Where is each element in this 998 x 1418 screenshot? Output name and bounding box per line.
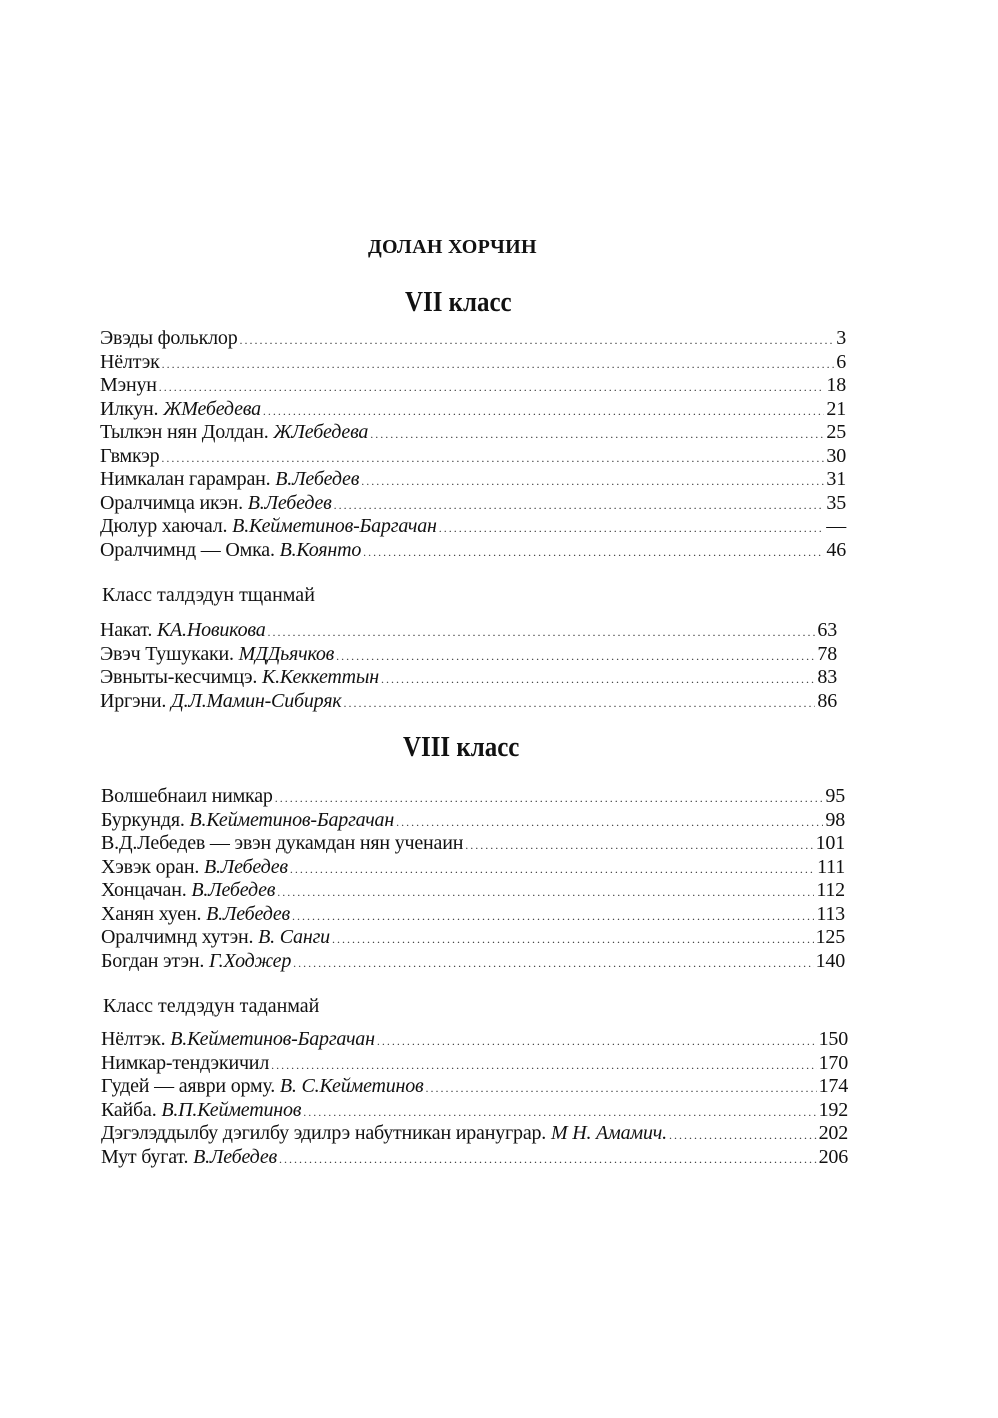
dot-leader bbox=[465, 834, 813, 858]
entry-page-number: 3 bbox=[836, 327, 846, 349]
entry-work-title: Иргэни. bbox=[100, 689, 167, 712]
entry-title bbox=[101, 926, 330, 950]
entry-work-title: Эвныты-кесчимцэ. bbox=[100, 666, 258, 688]
dot-leader bbox=[377, 1030, 817, 1054]
entry-page-number: 46 bbox=[826, 538, 846, 561]
entry-work-title: Нёлтэк bbox=[100, 350, 160, 373]
toc-entry bbox=[100, 398, 846, 422]
dot-leader bbox=[363, 541, 824, 565]
toc-entry bbox=[100, 690, 837, 714]
entry-author: ЖЛебедева bbox=[273, 421, 369, 443]
toc-entry bbox=[101, 832, 845, 856]
toc-entry bbox=[100, 445, 846, 469]
entry-author: В.П.Кейметинов bbox=[161, 1098, 302, 1121]
entry-author: Г.Ходжер bbox=[208, 949, 292, 972]
entry-author: В.Лебедев bbox=[206, 902, 291, 925]
dot-leader bbox=[396, 811, 823, 835]
entry-title bbox=[101, 1052, 269, 1076]
toc-entry bbox=[101, 856, 845, 880]
grade-7-contents bbox=[100, 327, 846, 562]
entry-title bbox=[101, 903, 290, 927]
entry-work-title: Оралчимнд хутэн. bbox=[101, 926, 254, 948]
dot-leader bbox=[268, 621, 816, 645]
entry-work-title: Дюлур хаючал. bbox=[100, 515, 228, 537]
entry-title bbox=[100, 398, 261, 422]
toc-entry bbox=[100, 421, 846, 445]
entry-page-number: 95 bbox=[825, 785, 845, 807]
entry-title bbox=[101, 856, 288, 880]
entry-page-number: 113 bbox=[816, 902, 845, 925]
dot-leader bbox=[426, 1077, 817, 1101]
entry-page-number: 35 bbox=[826, 491, 846, 514]
entry-work-title: Эвэды фольклор bbox=[100, 327, 238, 349]
entry-work-title: Эвэч Тушукаки. bbox=[100, 642, 234, 665]
dot-leader bbox=[277, 881, 814, 905]
entry-author: В.Лебедев bbox=[193, 1145, 277, 1168]
entry-page-number: 140 bbox=[815, 949, 845, 972]
entry-author: В.Лебедев bbox=[191, 879, 276, 901]
entry-page-number: 25 bbox=[826, 421, 846, 443]
entry-work-title: В.Д.Лебедев — эвэн дукамдан нян ученаин bbox=[101, 832, 464, 854]
toc-entry bbox=[101, 1075, 848, 1099]
toc-entry bbox=[101, 785, 845, 809]
toc-entry bbox=[101, 1028, 848, 1052]
toc-entry bbox=[100, 539, 846, 563]
grade-8-contents bbox=[101, 785, 845, 973]
toc-entry bbox=[100, 327, 846, 351]
dot-leader bbox=[271, 1054, 816, 1078]
entry-page-number: 83 bbox=[817, 666, 837, 688]
entry-page-number: 86 bbox=[817, 689, 837, 712]
entry-work-title: Илкун. bbox=[100, 397, 159, 420]
entry-author: В.Кейметинов-Баргачан bbox=[170, 1028, 375, 1050]
entry-work-title: Дэгэлэддылбу дэгилбу эдилрэ набутникан ирануграр. bbox=[101, 1122, 547, 1144]
entry-title bbox=[101, 832, 463, 856]
dot-leader bbox=[336, 645, 815, 669]
entry-title bbox=[100, 643, 334, 667]
dot-leader bbox=[343, 692, 815, 716]
entry-title bbox=[101, 785, 273, 809]
entry-work-title: Оралчимца икэн. bbox=[100, 491, 243, 514]
entry-work-title: Кайба. bbox=[101, 1098, 157, 1121]
entry-author: МДДьячков bbox=[238, 642, 335, 665]
entry-page-number: 206 bbox=[818, 1145, 848, 1168]
dot-leader bbox=[279, 1148, 817, 1172]
entry-page-number: 202 bbox=[818, 1122, 848, 1144]
entry-title bbox=[101, 1099, 301, 1123]
entry-page-number: 111 bbox=[817, 855, 845, 878]
dot-leader bbox=[669, 1124, 817, 1148]
entry-page-number: 192 bbox=[818, 1098, 848, 1121]
entry-work-title: Оралчимнд — Омка. bbox=[100, 538, 275, 561]
toc-entry bbox=[101, 903, 845, 927]
entry-author: К.Кеккеттын bbox=[262, 666, 379, 688]
dot-leader bbox=[332, 928, 814, 952]
entry-page-number: — bbox=[826, 515, 846, 537]
entry-work-title: Мэнун bbox=[100, 374, 157, 396]
toc-entry bbox=[101, 1052, 848, 1076]
toc-entry bbox=[100, 351, 846, 375]
dot-leader bbox=[159, 376, 825, 400]
entry-work-title: Хонцачан. bbox=[101, 879, 187, 901]
entry-title bbox=[100, 619, 266, 643]
entry-author: В.Лебедев bbox=[275, 468, 360, 490]
entry-page-number: 18 bbox=[826, 374, 846, 396]
toc-entry bbox=[101, 950, 845, 974]
entry-work-title: Мут бугат. bbox=[101, 1145, 189, 1168]
grade-7-heading: VII класс bbox=[405, 286, 512, 318]
grade-7-extra-reading-heading: Класс талдэдун тщанмай bbox=[102, 584, 315, 606]
dot-leader bbox=[370, 423, 824, 447]
toc-entry bbox=[101, 1146, 848, 1170]
entry-page-number: 31 bbox=[826, 468, 846, 490]
entry-author: В. Санги bbox=[258, 926, 330, 948]
entry-author: КА.Новикова bbox=[156, 619, 266, 641]
entry-title bbox=[100, 539, 361, 563]
entry-author: В.Коянто bbox=[279, 538, 362, 561]
entry-author: В.Лебедев bbox=[247, 491, 332, 514]
entry-work-title: Гудей — аяври орму. bbox=[101, 1075, 276, 1097]
entry-title bbox=[100, 421, 368, 445]
entry-page-number: 112 bbox=[816, 879, 845, 901]
entry-title bbox=[100, 666, 379, 690]
dot-leader bbox=[361, 470, 824, 494]
toc-entry bbox=[101, 809, 845, 833]
entry-title bbox=[101, 879, 275, 903]
toc-entry bbox=[101, 1122, 848, 1146]
grade-7-extra-reading-contents bbox=[100, 619, 837, 713]
entry-page-number: 30 bbox=[826, 444, 846, 467]
dot-leader bbox=[161, 447, 824, 471]
page-title: ДОЛАН ХОРЧИН bbox=[368, 236, 537, 258]
dot-leader bbox=[263, 400, 824, 424]
entry-title bbox=[100, 690, 341, 714]
entry-author: В. С.Кейметинов bbox=[279, 1075, 424, 1097]
entry-title bbox=[100, 468, 359, 492]
entry-title bbox=[101, 950, 291, 974]
entry-title bbox=[101, 1028, 375, 1052]
entry-work-title: Тылкэн нян Долдан. bbox=[100, 421, 269, 443]
entry-work-title: Хэвэк оран. bbox=[101, 855, 200, 878]
entry-title bbox=[100, 445, 159, 469]
entry-page-number: 174 bbox=[818, 1075, 848, 1097]
entry-page-number: 21 bbox=[826, 397, 846, 420]
entry-work-title: Волшебнаил нимкар bbox=[101, 785, 273, 807]
dot-leader bbox=[292, 905, 814, 929]
entry-work-title: Гвмкэр bbox=[100, 444, 160, 467]
entry-title bbox=[100, 374, 157, 398]
dot-leader bbox=[381, 668, 815, 692]
entry-work-title: Нёлтэк. bbox=[101, 1028, 166, 1050]
entry-author: В.Кейметинов-Баргачан bbox=[232, 515, 437, 537]
entry-title bbox=[101, 1146, 277, 1170]
dot-leader bbox=[275, 787, 824, 811]
toc-entry bbox=[101, 1099, 848, 1123]
dot-leader bbox=[290, 858, 815, 882]
entry-title bbox=[100, 351, 160, 375]
toc-entry bbox=[100, 515, 846, 539]
entry-work-title: Нимкалан гарамран. bbox=[100, 468, 271, 490]
grade-8-extra-reading-contents bbox=[101, 1028, 848, 1169]
toc-entry bbox=[100, 643, 837, 667]
entry-title bbox=[100, 327, 238, 351]
entry-title bbox=[101, 1122, 667, 1146]
dot-leader bbox=[162, 353, 835, 377]
entry-page-number: 78 bbox=[817, 642, 837, 665]
grade-8-heading: VIII класс bbox=[403, 731, 520, 763]
entry-author: Д.Л.Мамин-Сибиряк bbox=[171, 689, 342, 712]
dot-leader bbox=[334, 494, 825, 518]
entry-work-title: Буркундя. bbox=[101, 808, 185, 831]
entry-page-number: 6 bbox=[836, 350, 846, 373]
entry-page-number: 63 bbox=[817, 619, 837, 641]
entry-author: В.Кейметинов-Баргачан bbox=[189, 808, 395, 831]
grade-8-extra-reading-heading: Класс телдэдун таданмай bbox=[103, 995, 320, 1017]
entry-page-number: 101 bbox=[815, 832, 845, 854]
entry-work-title: Ханян хуен. bbox=[101, 902, 202, 925]
entry-page-number: 125 bbox=[815, 926, 845, 948]
entry-title bbox=[101, 1075, 424, 1099]
entry-work-title: Богдан этэн. bbox=[101, 949, 205, 972]
entry-page-number: 98 bbox=[825, 808, 845, 831]
entry-author: В.Лебедев bbox=[203, 855, 288, 878]
dot-leader bbox=[439, 517, 824, 541]
entry-page-number: 170 bbox=[818, 1051, 848, 1074]
dot-leader bbox=[240, 329, 835, 353]
entry-page-number: 150 bbox=[818, 1028, 848, 1050]
entry-work-title: Нимкар-тендэкичил bbox=[101, 1051, 270, 1074]
toc-entry bbox=[101, 926, 845, 950]
toc-entry bbox=[100, 666, 837, 690]
entry-work-title: Накат. bbox=[100, 619, 153, 641]
entry-author: ЖМебедева bbox=[163, 397, 261, 420]
entry-title bbox=[100, 515, 437, 539]
dot-leader bbox=[303, 1101, 816, 1125]
toc-entry bbox=[100, 468, 846, 492]
dot-leader bbox=[293, 952, 813, 976]
entry-title bbox=[101, 809, 394, 833]
entry-author: М Н. Амамич. bbox=[550, 1122, 667, 1144]
toc-entry bbox=[101, 879, 845, 903]
toc-entry bbox=[100, 374, 846, 398]
toc-entry bbox=[100, 492, 846, 516]
toc-entry bbox=[100, 619, 837, 643]
entry-title bbox=[100, 492, 332, 516]
